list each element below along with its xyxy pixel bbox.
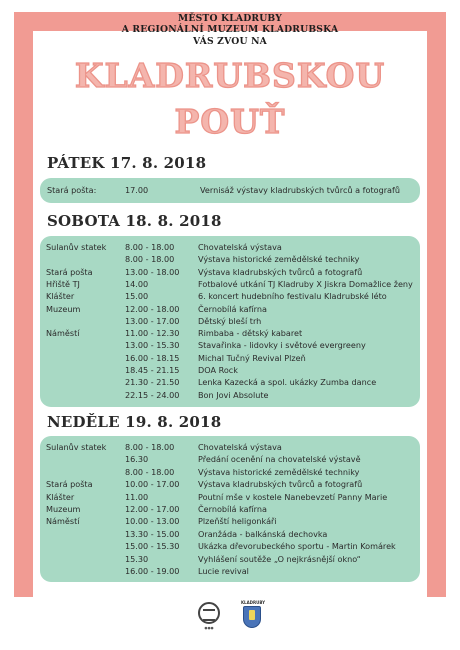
schedule-row [40, 279, 420, 290]
row-place: Klášter [46, 491, 75, 502]
row-place: Klášter [46, 291, 75, 302]
day-heading-friday: PÁTEK 17. 8. 2018 [47, 154, 207, 172]
row-event: Fotbalové utkání TJ Kladruby X Jiskra Domažlice ženy [198, 278, 413, 289]
row-place: Sulanův statek [46, 442, 107, 452]
schedule-row [40, 185, 420, 196]
schedule-row [40, 353, 420, 364]
schedule-row [40, 541, 420, 552]
schedule-box-friday [40, 178, 420, 203]
row-event: Ukázka dřevorubeckého sportu - Martin Komárek [198, 541, 396, 552]
museum-seal-icon [198, 602, 220, 624]
row-event: Lenka Kazecká a spol. ukázky Zumba dance [198, 377, 377, 388]
row-time: 15.30 [125, 553, 149, 564]
row-time: 8.00 - 18.00 [125, 466, 175, 477]
schedule-row [40, 316, 420, 327]
schedule-row [40, 365, 420, 376]
schedule-row [40, 242, 420, 253]
row-event: Černobílá kafírna [198, 504, 267, 514]
row-event: Bon Jovi Absolute [198, 389, 269, 400]
row-time: 13.00 - 18.00 [125, 266, 180, 277]
row-event: Výstava kladrubských tvůrců a fotografů [198, 479, 363, 490]
row-event: Výstava kladrubských tvůrců a fotografů [198, 266, 363, 277]
intro-line-invite: VÁS ZVOU NA [193, 35, 267, 47]
row-place: Náměstí [46, 328, 80, 339]
schedule-row [40, 467, 420, 478]
row-time: 13.00 - 17.00 [125, 315, 180, 326]
row-event: Poutní mše v kostele Nanebevzetí Panny Marie [198, 491, 388, 502]
row-event: Chovatelská výstava [198, 242, 282, 252]
row-place: Náměstí [46, 516, 80, 527]
row-event: Výstava historické zemědělské techniky [198, 466, 360, 477]
row-time: 8.00 - 18.00 [125, 442, 175, 452]
poster-frame [14, 12, 446, 597]
row-event: Černobílá kafírna [198, 303, 267, 314]
row-time: 8.00 - 18.00 [125, 254, 175, 265]
row-time: 21.30 - 21.50 [125, 377, 180, 388]
row-event: Výstava historické zemědělské techniky [198, 254, 360, 265]
row-place: Muzeum [46, 504, 81, 514]
footer-logos [0, 598, 460, 638]
schedule-row [40, 504, 420, 515]
schedule-row [40, 554, 420, 565]
day-heading-sunday: NEDĚLE 19. 8. 2018 [47, 413, 222, 431]
schedule-row [40, 291, 420, 302]
row-time: 15.00 - 15.30 [125, 541, 180, 552]
poster-title-line-1: KLADRUBSKOU [74, 56, 386, 95]
schedule-box-sunday [40, 436, 420, 582]
row-time: 14.00 [125, 278, 149, 289]
row-time: 12.00 - 18.00 [125, 303, 180, 314]
town-coat-of-arms-icon [243, 606, 261, 628]
town-logo-label: KLADRUBY [240, 600, 266, 605]
row-event: Plzeňští heligonkáři [198, 516, 277, 527]
row-time: 18.45 - 21.15 [125, 365, 180, 375]
row-time: 16.00 - 19.00 [125, 566, 180, 576]
row-place: Stará pošta [46, 479, 93, 490]
row-event: Michal Tučný Revival Plzeň [198, 352, 306, 363]
row-place: Muzeum [46, 303, 81, 314]
intro-text [33, 13, 427, 47]
row-time: 11.00 [125, 491, 149, 502]
row-place: Stará pošta: [47, 185, 97, 195]
schedule-row [40, 566, 420, 577]
row-time: 13.00 - 15.30 [125, 340, 180, 351]
row-event: Stavařinka - lidovky i světové evergreeny [198, 340, 366, 351]
row-time: 15.00 [125, 291, 149, 302]
row-time: 17.00 [125, 185, 149, 195]
poster-title-line-2: POUŤ [174, 102, 286, 141]
row-event: Dětský bleší trh [198, 315, 262, 326]
row-time: 22.15 - 24.00 [125, 389, 180, 400]
row-time: 16.30 [125, 454, 149, 465]
intro-line-museum: A REGIONÁLNÍ MUZEUM KLADRUBSKA [121, 24, 339, 36]
row-event: Oranžáda - balkánská dechovka [198, 528, 328, 539]
schedule-row [40, 479, 420, 490]
row-event: Chovatelská výstava [198, 442, 282, 452]
schedule-row [40, 529, 420, 540]
row-time: 11.00 - 12.30 [125, 328, 180, 339]
museum-logo-mark: ●●● [204, 626, 214, 630]
row-place: Stará pošta [46, 266, 93, 277]
row-event: Vernisáž výstavy kladrubských tvůrců a fotografů [200, 185, 400, 195]
row-event: Lucie revival [198, 566, 249, 576]
schedule-row [40, 267, 420, 278]
schedule-row [40, 328, 420, 339]
schedule-row [40, 442, 420, 453]
row-event: Rimbaba - dětský kabaret [198, 328, 303, 339]
schedule-row [40, 390, 420, 401]
schedule-row [40, 254, 420, 265]
schedule-row [40, 377, 420, 388]
row-event: DOA Rock [198, 365, 238, 375]
row-time: 16.00 - 18.15 [125, 352, 180, 363]
schedule-box-saturday [40, 236, 420, 407]
row-time: 10.00 - 17.00 [125, 479, 180, 490]
row-time: 12.00 - 17.00 [125, 504, 180, 514]
row-time: 10.00 - 13.00 [125, 516, 180, 527]
schedule-row [40, 516, 420, 527]
day-heading-saturday: SOBOTA 18. 8. 2018 [47, 212, 222, 230]
row-place: Hřiště TJ [46, 278, 80, 289]
schedule-row [40, 454, 420, 465]
row-time: 8.00 - 18.00 [125, 242, 175, 252]
row-place: Sulanův statek [46, 242, 107, 252]
schedule-row [40, 492, 420, 503]
row-event: Vyhlášení soutěže „O nejkrásnější okno“ [198, 553, 361, 564]
schedule-row [40, 304, 420, 315]
intro-line-town: MĚSTO KLADRUBY [178, 13, 282, 24]
row-event: Předání ocenění na chovatelské výstavě [198, 454, 361, 465]
schedule-row [40, 340, 420, 351]
row-time: 13.30 - 15.00 [125, 528, 180, 539]
row-event: 6. koncert hudebního festivalu Kladrubské léto [198, 291, 387, 302]
